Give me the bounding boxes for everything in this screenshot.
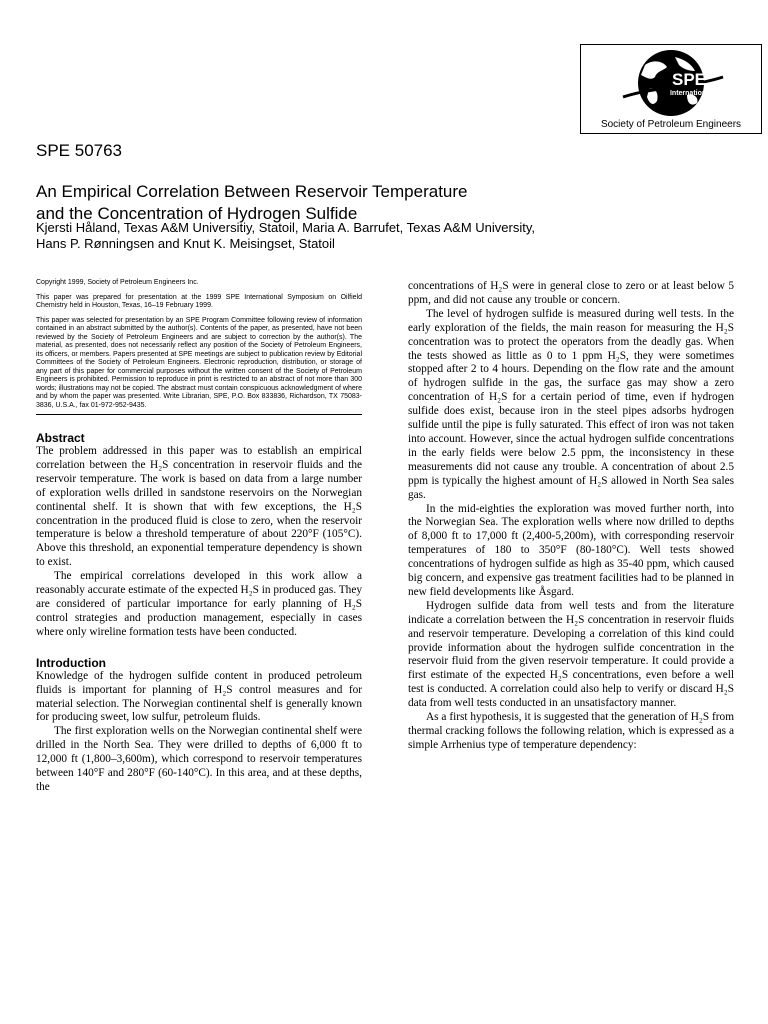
body-paragraph: In the mid-eighties the exploration was moved further north, into the Norwegian Sea. The exploration wells where now drilled to depths of 8,000 ft to 17,000 ft (2,400-5,200m), with corresponding reservoir temperatures of 180 to 350°F (80-180°C). Well tests showed concentrations of hydrogen sulfide as high as 35-40 ppm, which caused big concern, and expensive gas treatment facilities had to be planned in new field developments like Åsgard. xyxy=(408,502,734,598)
title-line-2: and the Concentration of Hydrogen Sulfide xyxy=(36,204,358,223)
logo-organization: Society of Petroleum Engineers xyxy=(600,119,742,130)
copyright-notice: Copyright 1999, Society of Petroleum Engineers Inc. xyxy=(36,279,199,286)
body-paragraph: The level of hydrogen sulfide is measured during well tests. In the early exploration of the fields, the main reason for measuring the H₂S concentration was to protect the operators from the deadly gas. When the tests showed as little as 0 to 1 ppm H₂S, they were sometimes stopped after 2 to 4 hours. Depending on the flow rate and the amount of hydrogen sulfide in the gas, the surface gas may show a zero concentration of H₂S for a certain period of time, even if hydrogen sulfide does exist, because iron in the steel pipes adsorbs hydrogen sulfide until the pipe is fully saturated. This effect of iron was not taken into account. However, since the actual hydrogen sulfide concentrations in the early fields were below 2.5 ppm, the inconsistency in these measurements did not cause any trouble. A concentration of about 2.5 ppm is typically the highest amount of H₂S allowed in North Sea sales gas. xyxy=(408,307,734,501)
section-divider xyxy=(36,414,362,415)
introduction-paragraph: Knowledge of the hydrogen sulfide content in produced petroleum fluids is important for planning of H₂S control measures and for material selection. The Norwegian continental shelf is generally known for producing sweet, low sulfur, petroleum fluids. xyxy=(36,669,362,724)
body-paragraph: Hydrogen sulfide data from well tests and from the literature indicate a correlation between the H₂S concentration in reservoir fluids and reservoir temperature. Developing a correlation of this kind could provide information about the hydrogen sulfide concentration in the reservoir fluid from the given reservoir temperature. It could provide a first estimate of the expected H₂S concentrations, even before a well test is conducted. A correlation could also help to verify or discard H₂S data from well tests conducted in an unsatisfactory manner. xyxy=(408,599,734,710)
paper-title xyxy=(36,181,596,225)
authors-line-2: Hans P. Rønningsen and Knut K. Meisingset, Statoil xyxy=(36,236,335,251)
logo-acronym: SPE xyxy=(671,70,707,89)
body-paragraph: As a first hypothesis, it is suggested that the generation of H₂S from thermal cracking follows the following relation, which is expressed as a simple Arrhenius type of temperature dependency: xyxy=(408,711,734,751)
paper-number: SPE 50763 xyxy=(36,141,123,160)
abstract-heading: Abstract xyxy=(36,431,85,445)
abstract-paragraph: The empirical correlations developed in this work allow a reasonably accurate estimate of the expected H₂S in produced gas. They are considered of particular importance for early planning of H₂S control strategies and production management, especially in cases where only wireline formation tests have been conducted. xyxy=(36,570,362,638)
body-paragraph: concentrations of H₂S were in general close to zero or at least below 5 ppm, and did not cause any trouble or concern. xyxy=(408,280,734,306)
author-list xyxy=(36,220,596,252)
logo-subtitle: International xyxy=(669,90,713,97)
left-column xyxy=(36,279,362,795)
introduction-paragraph: The first exploration wells on the Norwegian continental shelf were drilled in the North Sea. They were drilled to depths of 6,000 ft to 12,000 ft (1,800–3,600m), which correspond to reservoir temperatures between 140°F and 280°F (60-140°C). In this area, and at these depths, the xyxy=(36,725,362,793)
globe-icon xyxy=(583,47,759,117)
spe-logo xyxy=(580,44,762,134)
title-line-1: An Empirical Correlation Between Reservoir Temperature xyxy=(36,182,468,201)
introduction-heading: Introduction xyxy=(36,655,106,670)
presentation-notice: This paper was prepared for presentation at the 1999 SPE International Symposium on Oilfield Chemistry held in Houston, Texas, 16–19 February 1999. xyxy=(36,293,362,309)
abstract-paragraph: The problem addressed in this paper was to establish an empirical correlation between the H₂S concentration in reservoir fluids and the reservoir temperature. The work is based on data from a large number of exploration wells drilled in sandstone reservoirs on the Norwegian continental shelf. It is shown that with few exceptions, the H₂S concentration in the produced fluid is close to zero, when the reservoir temperature is below a threshold temperature of about 220°F (105°C). Above this threshold, an exponential temperature dependency is shown to exist. xyxy=(36,445,362,569)
right-column xyxy=(408,280,734,753)
review-notice: This paper was selected for presentation by an SPE Program Committee following review of information contained in an abstract submitted by the author(s). Contents of the paper, as presented, have not been reviewed by the Society of Petroleum Engineers and are subject to correction by the author(s). The material, as presented, does not necessarily reflect any position of the Society of Petroleum Engineers, its officers, or members. Papers presented at SPE meetings are subject to publication review by Editorial Committees of the Society of Petroleum Engineers. Electronic reproduction, distribution, or storage of any part of this paper for commercial purposes without the written consent of the Society of Petroleum Engineers is prohibited. Permission to reproduce in print is restricted to an abstract of not more than 300 words; illustrations may not be copied. The abstract must contain conspicuous acknowledgment of where and by whom the paper was presented. Write Librarian, SPE, P.O. Box 833836, Richardson, TX 75083-3836, U.S.A., fax 01-972-952-9435. xyxy=(36,316,362,409)
authors-line-1: Kjersti Håland, Texas A&M Universitiy, Statoil, Maria A. Barrufet, Texas A&M University, xyxy=(36,220,535,235)
